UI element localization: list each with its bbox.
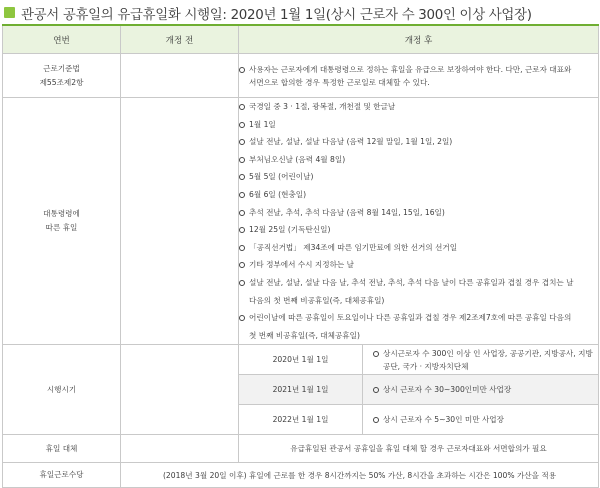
circle-bullet-icon bbox=[373, 417, 379, 423]
after-cell bbox=[239, 54, 599, 98]
list-item-text: 다음의 첫 번째 비공휴일(즉, 대체공휴일) bbox=[249, 295, 385, 305]
phase-desc bbox=[363, 405, 599, 435]
label-line-2: 제55조제2항 bbox=[39, 77, 84, 87]
header-after: 개정 후 bbox=[239, 25, 599, 54]
before-cell bbox=[121, 345, 239, 435]
text-line-1: 사용자는 근로자에게 대통령령으로 정하는 휴일을 유급으로 보장하여야 한다. 다만, 근로자 대표와 bbox=[249, 64, 572, 74]
list-item bbox=[239, 116, 598, 134]
list-item bbox=[239, 186, 598, 204]
circle-bullet-icon bbox=[239, 139, 245, 145]
page-title: 관공서 공휴일의 유급휴일화 시행일: 2020년 1월 1일(상시 근로자 수 300인 이상 사업장) bbox=[21, 8, 532, 23]
row-label: 시행시기 bbox=[3, 345, 121, 435]
bullet-item bbox=[373, 383, 598, 396]
row-label bbox=[3, 98, 121, 345]
phase-desc bbox=[363, 345, 599, 375]
circle-bullet-icon bbox=[373, 351, 379, 357]
list-item bbox=[239, 256, 598, 274]
list-item-text: 기타 정부에서 수시 지정하는 날 bbox=[249, 260, 355, 270]
list-item-text: 추석 전날, 추석, 추석 다음날 (음력 8월 14일, 15일, 16일) bbox=[249, 207, 445, 217]
list-item-text: 부처님오신날 (음력 4월 8일) bbox=[249, 154, 346, 164]
bullet-item bbox=[373, 347, 598, 373]
table-header-row bbox=[3, 25, 599, 54]
revision-table bbox=[2, 24, 599, 488]
circle-bullet-icon bbox=[373, 387, 379, 393]
text-line-2: 서면으로 합의한 경우 특정한 근로일로 대체할 수 있다. bbox=[249, 77, 430, 87]
circle-bullet-icon bbox=[239, 122, 245, 128]
table-row-holidays bbox=[3, 98, 599, 345]
phase-date: 2022년 1월 1일 bbox=[239, 405, 363, 435]
list-item bbox=[239, 274, 598, 309]
circle-bullet-icon bbox=[239, 67, 245, 73]
list-item-text: 어린이날에 따른 공휴일이 토요일이나 다른 공휴일과 겹칠 경우 제2조제7호에 따른 공휴일 다음의 bbox=[249, 313, 572, 323]
circle-bullet-icon bbox=[239, 104, 245, 110]
circle-bullet-icon bbox=[239, 227, 245, 233]
circle-bullet-icon bbox=[239, 174, 245, 180]
list-item-text: 1월 1일 bbox=[249, 119, 276, 129]
circle-bullet-icon bbox=[239, 157, 245, 163]
row-label: 휴일 대체 bbox=[3, 435, 121, 463]
phase-desc bbox=[363, 375, 599, 405]
circle-bullet-icon bbox=[239, 280, 245, 286]
list-item-text: 「공직선거법」 제34조에 따른 임기만료에 의한 선거의 선거일 bbox=[249, 242, 458, 252]
circle-bullet-icon bbox=[239, 210, 245, 216]
holiday-list bbox=[239, 98, 598, 344]
table-row-labor-act bbox=[3, 54, 599, 98]
circle-bullet-icon bbox=[239, 192, 245, 198]
list-item-text: 6월 6일 (현충일) bbox=[249, 189, 307, 199]
text-line-1: 상시 근로자 수 30~300인미만 사업장 bbox=[383, 385, 512, 395]
title-bullet-icon bbox=[4, 7, 15, 18]
table-row-phase-1 bbox=[3, 345, 599, 375]
list-item bbox=[239, 168, 598, 186]
list-item bbox=[239, 98, 598, 116]
bullet-item bbox=[239, 63, 598, 89]
text-line-1: 상시 근로자 수 5~30인 미만 사업장 bbox=[383, 415, 504, 425]
text-line-2: 공단, 국가 · 지방자치단체 bbox=[383, 361, 469, 371]
list-item-text: 국경일 중 3 · 1절, 광복절, 개천절 및 한글날 bbox=[249, 102, 396, 111]
list-item-text: 설날 전날, 설날, 설날 다음날 (음력 12월 말일, 1월 1일, 2일) bbox=[249, 137, 453, 147]
holiday-list-cell bbox=[239, 98, 599, 345]
before-cell bbox=[121, 98, 239, 345]
label-line-1: 근로기준법 bbox=[43, 63, 80, 73]
title-bar bbox=[0, 0, 600, 26]
row-label: 휴일근로수당 bbox=[3, 463, 121, 488]
header-before: 개정 전 bbox=[121, 25, 239, 54]
header-item-no: 연번 bbox=[3, 25, 121, 54]
after-cell: 유급휴일된 관공서 공휴일을 휴일 대체 할 경우 근로자대표와 서면합의가 필요 bbox=[239, 435, 599, 463]
bullet-item bbox=[373, 413, 598, 426]
list-item-text: 첫 번째 비공휴일(즉, 대체공휴일) bbox=[249, 330, 360, 340]
phase-date: 2020년 1월 1일 bbox=[239, 345, 363, 375]
list-item bbox=[239, 204, 598, 222]
list-item bbox=[239, 133, 598, 151]
list-item bbox=[239, 309, 598, 344]
list-item-text: 12월 25일 (기독탄신일) bbox=[249, 225, 331, 235]
list-item bbox=[239, 221, 598, 239]
text-line-1: 상시근로자 수 300인 이상 인 사업장, 공공기관, 지방공사, 지방 bbox=[383, 348, 593, 358]
circle-bullet-icon bbox=[239, 245, 245, 251]
row-label bbox=[3, 54, 121, 98]
list-item bbox=[239, 239, 598, 257]
table-row-holiday-pay bbox=[3, 463, 599, 488]
label-line-2: 따른 휴일 bbox=[45, 223, 78, 233]
table-row-holiday-substitution bbox=[3, 435, 599, 463]
before-cell bbox=[121, 435, 239, 463]
holiday-pay-cell: (2018년 3월 20일 이후) 휴일에 근로를 한 경우 8시간까지는 50% 가산, 8시간을 초과하는 시간은 100% 가산을 적용 bbox=[121, 463, 599, 488]
circle-bullet-icon bbox=[239, 315, 245, 321]
phase-date: 2021년 1월 1일 bbox=[239, 375, 363, 405]
list-item-text: 설날 전날, 설날, 설날 다음 날, 추석 전날, 추석, 추석 다음 날이 다른 공휴일과 겹칠 경우 겹치는 날 bbox=[249, 277, 574, 287]
list-item bbox=[239, 151, 598, 169]
list-item-text: 5월 5일 (어린이날) bbox=[249, 172, 314, 182]
circle-bullet-icon bbox=[239, 262, 245, 268]
label-line-1: 대통령령에 bbox=[43, 209, 80, 219]
before-cell bbox=[121, 54, 239, 98]
